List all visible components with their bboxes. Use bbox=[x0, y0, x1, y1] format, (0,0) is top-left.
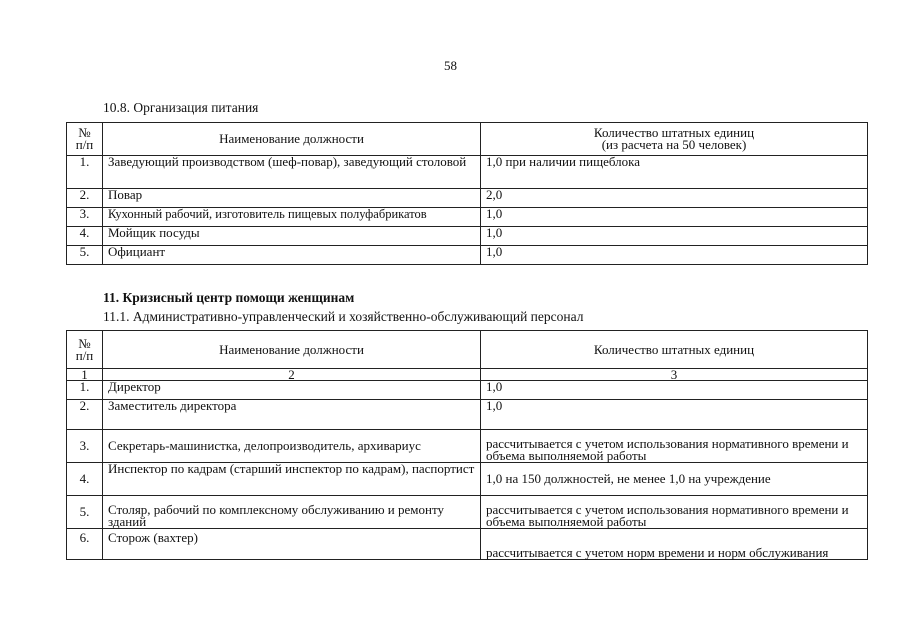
row-position: Секретарь-машинистка, делопроизводитель, архивариус bbox=[103, 430, 481, 463]
row-num: 6. bbox=[67, 529, 103, 560]
table-row bbox=[67, 208, 868, 227]
row-num: 3. bbox=[67, 208, 103, 227]
header-count: Количество штатных единиц bbox=[481, 331, 868, 369]
row-position: Директор bbox=[103, 381, 481, 400]
page-number: 58 bbox=[444, 58, 457, 73]
table-header-row bbox=[67, 123, 868, 156]
row-position: Повар bbox=[103, 189, 481, 208]
row-count: 2,0 bbox=[481, 189, 868, 208]
row-position: Сторож (вахтер) bbox=[103, 529, 481, 560]
table-row bbox=[67, 381, 868, 400]
row-count: 1,0 bbox=[481, 246, 868, 265]
row-num: 2. bbox=[67, 189, 103, 208]
row-position: Кухонный рабочий, изготовитель пищевых полуфабрикатов bbox=[103, 208, 481, 227]
table-row bbox=[67, 189, 868, 208]
table-row bbox=[67, 227, 868, 246]
row-num: 2. bbox=[67, 400, 103, 430]
table-row bbox=[67, 463, 868, 496]
row-num: 1. bbox=[67, 156, 103, 189]
row-num: 5. bbox=[67, 496, 103, 529]
header-num: № п/п bbox=[67, 331, 103, 369]
table-header-row bbox=[67, 331, 868, 369]
row-count: рассчитывается с учетом использования нормативного времени и объема выполняемой работы bbox=[481, 430, 868, 463]
table-row bbox=[67, 496, 868, 529]
header-position: Наименование должности bbox=[103, 123, 481, 156]
column-number-3: 3 bbox=[481, 369, 868, 381]
header-count-line2: (из расчета на 50 человек) bbox=[601, 137, 747, 152]
row-count: 1,0 bbox=[481, 208, 868, 227]
row-num: 1. bbox=[67, 381, 103, 400]
header-count bbox=[481, 123, 868, 156]
row-position: Столяр, рабочий по комплексному обслуживанию и ремонту зданий bbox=[103, 496, 481, 529]
column-number-row bbox=[67, 369, 868, 381]
header-position: Наименование должности bbox=[103, 331, 481, 369]
row-count: 1,0 bbox=[481, 381, 868, 400]
row-position: Инспектор по кадрам (старший инспектор по кадрам), паспортист bbox=[103, 463, 481, 496]
row-count: 1,0 bbox=[481, 227, 868, 246]
row-num: 5. bbox=[67, 246, 103, 265]
row-count: 1,0 при наличии пищеблока bbox=[481, 156, 868, 189]
table-row bbox=[67, 400, 868, 430]
row-position: Мойщик посуды bbox=[103, 227, 481, 246]
table-row bbox=[67, 156, 868, 189]
table-row bbox=[67, 430, 868, 463]
section-11-1-subheading: 11.1. Административно-управленческий и хозяйственно-обслуживающий персонал bbox=[103, 309, 584, 324]
row-position: Заместитель директора bbox=[103, 400, 481, 430]
header-count-line1: Количество штатных единиц bbox=[593, 125, 755, 140]
header-num: № п/п bbox=[67, 123, 103, 156]
section-11-heading: 11. Кризисный центр помощи женщинам bbox=[103, 290, 355, 305]
row-count: 1,0 на 150 должностей, не менее 1,0 на учреждение bbox=[481, 463, 868, 496]
catering-staff-table bbox=[66, 122, 868, 265]
row-position: Официант bbox=[103, 246, 481, 265]
table-row bbox=[67, 246, 868, 265]
row-count: рассчитывается с учетом использования нормативного времени и объема выполняемой работы bbox=[481, 496, 868, 529]
row-num: 4. bbox=[67, 463, 103, 496]
row-position: Заведующий производством (шеф-повар), заведующий столовой bbox=[103, 156, 481, 189]
crisis-center-staff-table bbox=[66, 330, 868, 560]
row-count: рассчитывается с учетом норм времени и норм обслуживания bbox=[481, 529, 868, 560]
row-count: 1,0 bbox=[481, 400, 868, 430]
column-number-1: 1 bbox=[67, 369, 103, 381]
row-num: 4. bbox=[67, 227, 103, 246]
table-row bbox=[67, 529, 868, 560]
row-num: 3. bbox=[67, 430, 103, 463]
column-number-2: 2 bbox=[103, 369, 481, 381]
section-10-8-heading: 10.8. Организация питания bbox=[103, 100, 259, 115]
